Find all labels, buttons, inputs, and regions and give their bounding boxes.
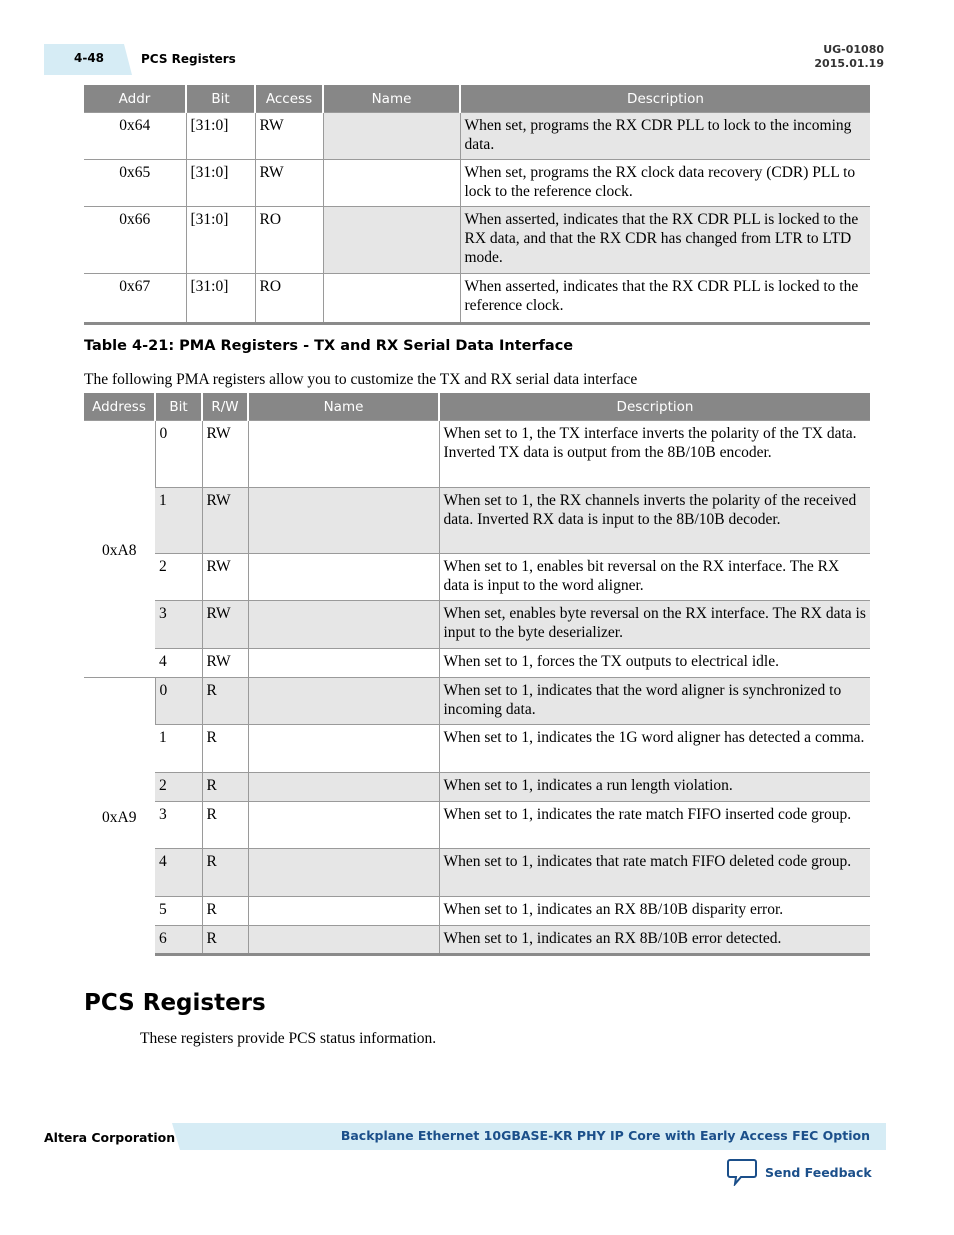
cell-bit: 2: [155, 554, 202, 601]
table-row: [84, 802, 870, 849]
table-row: [84, 926, 870, 955]
table-row: [84, 678, 870, 725]
cell-description: When set to 1, indicates that the word aligner is synchronized to incoming data.: [439, 678, 870, 725]
table-row: [84, 773, 870, 802]
section-body: These registers provide PCS status information.: [140, 1030, 437, 1047]
cell-name: [248, 421, 439, 488]
doc-date: 2015.01.19: [814, 57, 884, 70]
cell-name: [248, 488, 439, 554]
col-header-description: Description: [439, 393, 870, 421]
cell-name: [248, 897, 439, 926]
cell-rw: R: [202, 773, 248, 802]
cell-description: When set, enables byte reversal on the RX interface. The RX data is input to the byte deserializer.: [439, 601, 870, 649]
table-header-row: [84, 393, 870, 421]
table-row: [84, 274, 870, 324]
cell-description: When asserted, indicates that the RX CDR PLL is locked to the reference clock.: [460, 274, 870, 324]
cell-addr: 0x65: [84, 160, 186, 207]
cell-rw: RW: [202, 488, 248, 554]
table-caption: Table 4-21: PMA Registers - TX and RX Serial Data Interface: [84, 338, 574, 354]
send-feedback-link[interactable]: [727, 1158, 872, 1186]
cell-name: [248, 678, 439, 725]
cell-name: [248, 849, 439, 897]
cell-access: RO: [255, 207, 323, 274]
speech-bubble-icon: [727, 1158, 757, 1186]
cell-description: When set to 1, indicates that rate match FIFO deleted code group.: [439, 849, 870, 897]
cell-rw: RW: [202, 421, 248, 488]
cell-bit: 5: [155, 897, 202, 926]
cell-description: When set, programs the RX clock data recovery (CDR) PLL to lock to the reference clock.: [460, 160, 870, 207]
cell-rw: R: [202, 849, 248, 897]
cell-bit: 3: [155, 802, 202, 849]
cell-bit: 1: [155, 725, 202, 773]
cell-rw: R: [202, 678, 248, 725]
cell-description: When set, programs the RX CDR PLL to lock to the incoming data.: [460, 113, 870, 160]
cell-name: [248, 926, 439, 955]
cell-address-a8: 0xA8: [84, 421, 155, 678]
cell-bit: [31:0]: [186, 274, 255, 324]
table-row: [84, 488, 870, 554]
cell-name: [248, 601, 439, 649]
cell-addr: 0x64: [84, 113, 186, 160]
col-header-name: Name: [323, 85, 460, 113]
cell-rw: RW: [202, 601, 248, 649]
cell-name: [323, 274, 460, 324]
cell-description: When set to 1, indicates an RX 8B/10B disparity error.: [439, 897, 870, 926]
table-row: [84, 421, 870, 488]
cell-addr: 0x66: [84, 207, 186, 274]
cell-name: [248, 554, 439, 601]
table-row: [84, 601, 870, 649]
doc-id: [814, 43, 884, 71]
footer-company: Altera Corporation: [44, 1130, 176, 1145]
table-row: [84, 725, 870, 773]
doc-id-number: UG-01080: [823, 43, 884, 56]
cell-bit: 3: [155, 601, 202, 649]
col-header-rw: R/W: [202, 393, 248, 421]
cell-description: When set to 1, the RX channels inverts the polarity of the received data. Inverted RX data is input to the 8B/10B decoder.: [439, 488, 870, 554]
cell-address-a9: 0xA9: [84, 678, 155, 955]
table-row: [84, 113, 870, 160]
cell-bit: [31:0]: [186, 207, 255, 274]
cell-bit: 1: [155, 488, 202, 554]
cell-bit: 0: [155, 678, 202, 725]
cell-name: [323, 160, 460, 207]
table-header-row: [84, 85, 870, 113]
cell-bit: [31:0]: [186, 113, 255, 160]
cell-description: When set to 1, enables bit reversal on the RX interface. The RX data is input to the word aligner.: [439, 554, 870, 601]
cell-addr: 0x67: [84, 274, 186, 324]
cell-bit: [31:0]: [186, 160, 255, 207]
table-row: [84, 849, 870, 897]
cell-rw: R: [202, 802, 248, 849]
section-heading: PCS Registers: [84, 990, 266, 1016]
header-section-title: PCS Registers: [141, 52, 236, 66]
cell-rw: R: [202, 897, 248, 926]
table-row: [84, 207, 870, 274]
table-row: [84, 649, 870, 678]
cell-bit: 6: [155, 926, 202, 955]
cell-description: When set to 1, indicates the 1G word aligner has detected a comma.: [439, 725, 870, 773]
cell-description: When asserted, indicates that the RX CDR PLL is locked to the RX data, and that the RX CDR has changed from LTR to LTD mode.: [460, 207, 870, 274]
cell-name: [323, 207, 460, 274]
footer-doc-title[interactable]: Backplane Ethernet 10GBASE-KR PHY IP Core with Early Access FEC Option: [340, 1128, 870, 1143]
cell-name: [248, 725, 439, 773]
register-table-cdr: [84, 85, 870, 325]
cell-bit: 4: [155, 649, 202, 678]
cell-description: When set to 1, forces the TX outputs to electrical idle.: [439, 649, 870, 678]
cell-bit: 0: [155, 421, 202, 488]
cell-access: RW: [255, 160, 323, 207]
cell-name: [323, 113, 460, 160]
col-header-name: Name: [248, 393, 439, 421]
cell-rw: R: [202, 725, 248, 773]
page-number: 4-48: [74, 51, 105, 65]
cell-name: [248, 649, 439, 678]
cell-name: [248, 802, 439, 849]
table-intro: The following PMA registers allow you to customize the TX and RX serial data interface: [84, 371, 638, 388]
cell-description: When set to 1, indicates the rate match FIFO inserted code group.: [439, 802, 870, 849]
cell-rw: RW: [202, 554, 248, 601]
table-row: [84, 160, 870, 207]
col-header-address: Address: [84, 393, 155, 421]
cell-rw: RW: [202, 649, 248, 678]
cell-access: RW: [255, 113, 323, 160]
cell-name: [248, 773, 439, 802]
cell-description: When set to 1, the TX interface inverts the polarity of the TX data. Inverted TX data is output from the 8B/10B encoder.: [439, 421, 870, 488]
register-table-pma: [84, 393, 870, 956]
table-row: [84, 554, 870, 601]
cell-rw: R: [202, 926, 248, 955]
cell-description: When set to 1, indicates an RX 8B/10B error detected.: [439, 926, 870, 955]
col-header-addr: Addr: [84, 85, 186, 113]
table-row: [84, 897, 870, 926]
col-header-description: Description: [460, 85, 870, 113]
col-header-bit: Bit: [155, 393, 202, 421]
cell-access: RO: [255, 274, 323, 324]
cell-description: When set to 1, indicates a run length violation.: [439, 773, 870, 802]
send-feedback-label[interactable]: Send Feedback: [765, 1164, 872, 1180]
cell-bit: 4: [155, 849, 202, 897]
col-header-access: Access: [255, 85, 323, 113]
cell-bit: 2: [155, 773, 202, 802]
col-header-bit: Bit: [186, 85, 255, 113]
